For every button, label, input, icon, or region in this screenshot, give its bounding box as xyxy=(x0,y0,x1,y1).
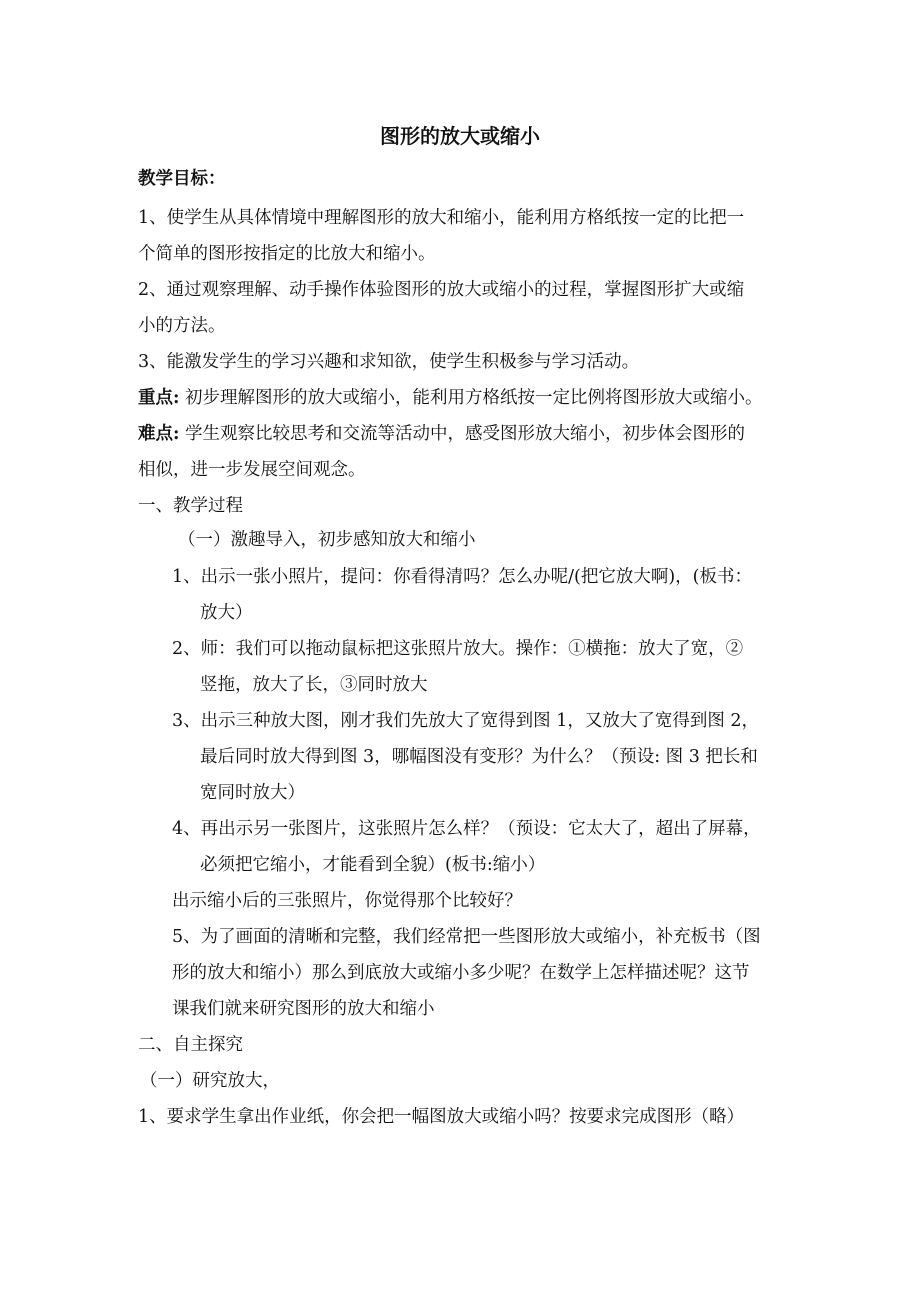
goals-heading: 教学目标： xyxy=(138,169,226,189)
item-2-line-2: 竖拖，放大了长，③同时放大 xyxy=(200,675,428,695)
section-1-heading: 一、教学过程 xyxy=(138,496,243,516)
item-3-line-2: 最后同时放大得到图 3，哪幅图没有变形？为什么？（预设: 图 3 把长和 xyxy=(200,747,758,767)
key-point-label: 重点 xyxy=(138,388,173,408)
difficulty-line-1: 学生观察比较思考和交流等活动中，感受图形放大缩小，初步体会图形的 xyxy=(185,424,746,444)
item-5-line-3: 课我们就来研究图形的放大和缩小 xyxy=(172,999,435,1019)
difficulty: 难点: 学生观察比较思考和交流等活动中，感受图形放大缩小，初步体会图形的 xyxy=(138,424,746,444)
item-3-line-3: 宽同时放大） xyxy=(200,783,305,803)
subsection-2-heading: （一）研究放大， xyxy=(140,1071,280,1091)
task-1: 1、要求学生拿出作业纸，你会把一幅图放大或缩小吗？按要求完成图形（略） xyxy=(138,1107,745,1127)
difficulty-label: 难点 xyxy=(138,424,173,444)
key-point-text: 初步理解图形的放大或缩小，能利用方格纸按一定比例将图形放大或缩小。 xyxy=(185,388,763,408)
page-title: 图形的放大或缩小 xyxy=(380,124,540,148)
item-4-line-2: 必须把它缩小，才能看到全貌）(板书:缩小） xyxy=(200,855,546,875)
item-1-line-1: 1、出示一张小照片，提问：你看得清吗？怎么办呢/(把它放大啊)，(板书： xyxy=(172,567,753,587)
item-2-line-1: 2、师：我们可以拖动鼠标把这张照片放大。操作：①横拖：放大了宽，② xyxy=(172,639,744,659)
goal-2-line-2: 小的方法。 xyxy=(138,316,226,336)
item-4-line-1: 4、再出示另一张图片，这张照片怎么样？（预设：它太大了，超出了屏幕， xyxy=(172,819,761,839)
goal-2-line-1: 2、通过观察理解、动手操作体验图形的放大或缩小的过程，掌握图形扩大或缩 xyxy=(138,280,745,300)
item-3-line-1: 3、出示三种放大图，刚才我们先放大了宽得到图 1，又放大了宽得到图 2， xyxy=(172,711,760,731)
goal-3: 3、能激发学生的学习兴趣和求知欲，使学生积极参与学习活动。 xyxy=(138,352,640,372)
key-point: 重点: 初步理解图形的放大或缩小，能利用方格纸按一定比例将图形放大或缩小。 xyxy=(138,388,763,408)
section-2-heading: 二、自主探究 xyxy=(138,1035,243,1055)
item-5-line-1: 5、为了画面的清晰和完整，我们经常把一些图形放大或缩小，补充板书（图 xyxy=(172,927,761,947)
show-photos-text: 出示缩小后的三张照片，你觉得那个比较好？ xyxy=(172,891,522,911)
goal-1-line-1: 1、使学生从具体情境中理解图形的放大和缩小，能利用方格纸按一定的比把一 xyxy=(138,208,745,228)
difficulty-line-2: 相似，进一步发展空间观念。 xyxy=(138,460,366,480)
item-1-line-2: 放大） xyxy=(200,603,253,623)
goal-1-line-2: 个简单的图形按指定的比放大和缩小。 xyxy=(138,244,436,264)
subsection-1-heading: （一）激趣导入，初步感知放大和缩小 xyxy=(178,530,476,550)
item-5-line-2: 形的放大和缩小）那么到底放大或缩小多少呢？在数学上怎样描述呢？这节 xyxy=(172,963,750,983)
